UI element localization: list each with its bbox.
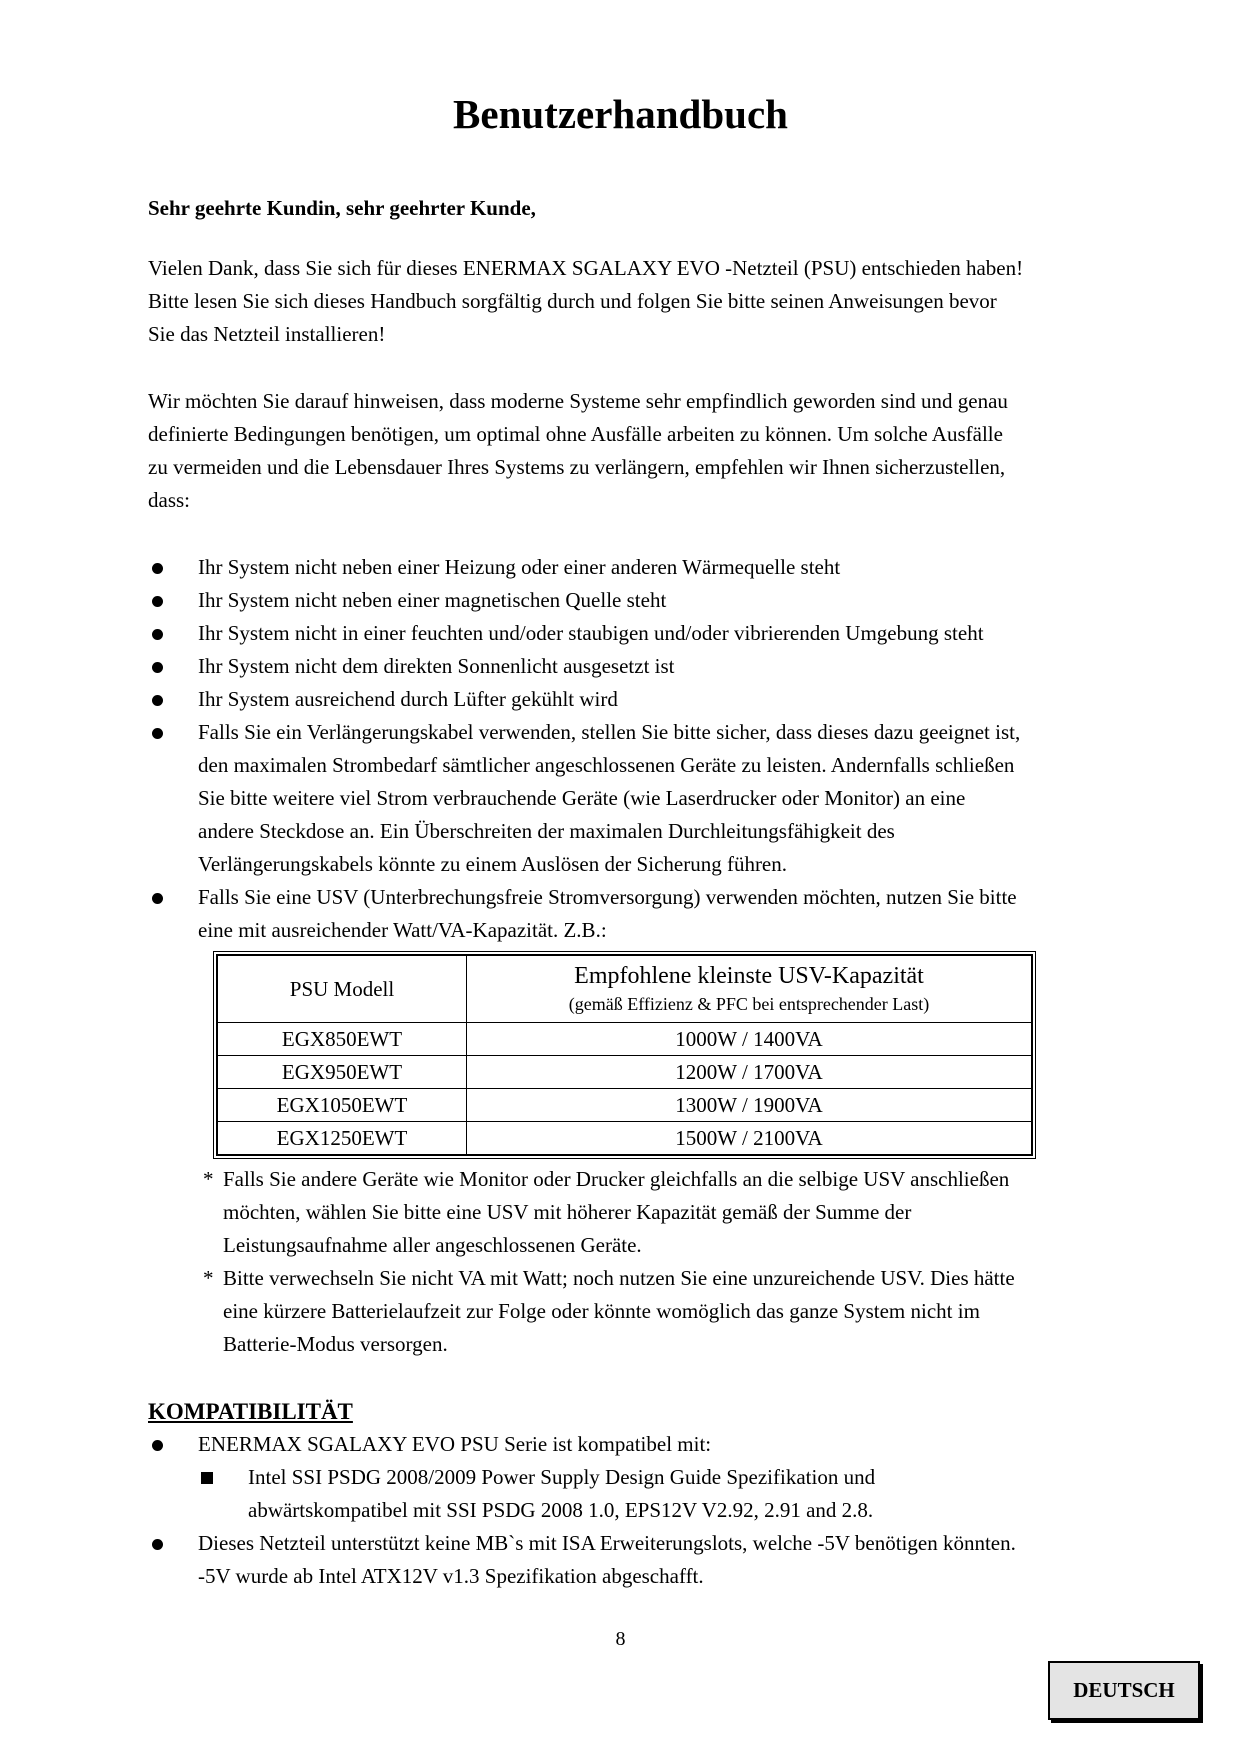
list-item — [148, 881, 1108, 947]
note-item — [203, 1262, 1103, 1361]
intro-line: Vielen Dank, dass Sie sich für dieses ENERMAX SGALAXY EVO -Netzteil (PSU) entschieden haben! — [148, 256, 1024, 280]
bullet-dot-icon — [152, 1539, 163, 1550]
square-bullet-icon — [201, 1472, 213, 1484]
ups-capacity-table — [213, 951, 1036, 1159]
list-item — [148, 650, 1108, 683]
list-item-text: Dieses Netzteil unterstützt keine MB`s mit ISA Erweiterungslots, welche -5V benötigen könnten. — [198, 1531, 1016, 1555]
list-item-text: Falls Sie eine USV (Unterbrechungsfreie Stromversorgung) verwenden möchten, nutzen Sie bitte — [198, 885, 1017, 909]
cell-model: EGX950EWT — [218, 1056, 467, 1089]
list-item — [148, 716, 1108, 881]
list-item-text: Ihr System nicht dem direkten Sonnenlicht ausgesetzt ist — [198, 654, 675, 678]
list-item — [148, 1527, 1108, 1593]
cell-capacity: 1200W / 1700VA — [467, 1056, 1032, 1089]
table-row — [218, 1089, 1032, 1122]
cell-capacity: 1000W / 1400VA — [467, 1023, 1032, 1056]
cell-model: EGX1050EWT — [218, 1089, 467, 1122]
bullet-dot-icon — [152, 1440, 163, 1451]
intro-line: Bitte lesen Sie sich dieses Handbuch sorgfältig durch und folgen Sie bitte seinen Anweisungen bevor — [148, 289, 997, 313]
notice-line: dass: — [148, 488, 190, 512]
table-notes — [203, 1163, 1103, 1361]
intro-paragraph — [148, 252, 1108, 351]
salutation: Sehr geehrte Kundin, sehr geehrter Kunde, — [148, 196, 536, 220]
bullet-dot-icon — [152, 563, 163, 574]
intro-line: Sie das Netzteil installieren! — [148, 322, 386, 346]
page-title: Benutzerhandbuch — [453, 91, 788, 137]
note-text: eine kürzere Batterielaufzeit zur Folge oder könnte womöglich das ganze System nicht im — [223, 1299, 980, 1323]
list-item-text: Ihr System ausreichend durch Lüfter gekühlt wird — [198, 687, 618, 711]
list-item-text: Falls Sie ein Verlängerungskabel verwenden, stellen Sie bitte sicher, dass dieses dazu geeignet ist, — [198, 720, 1021, 744]
sub-list-item-text: Intel SSI PSDG 2008/2009 Power Supply Design Guide Spezifikation und — [248, 1465, 876, 1489]
notice-paragraph — [148, 385, 1108, 517]
list-item-text: -5V wurde ab Intel ATX12V v1.3 Spezifikation abgeschafft. — [198, 1564, 704, 1588]
notice-line: zu vermeiden und die Lebensdauer Ihres Systems zu verlängern, empfehlen wir Ihnen sicherzustellen, — [148, 455, 1006, 479]
page-number: 8 — [615, 1628, 626, 1650]
list-item — [148, 584, 1108, 617]
cell-capacity: 1500W / 2100VA — [467, 1122, 1032, 1155]
bullet-dot-icon — [152, 728, 163, 739]
notice-line: definierte Bedingungen benötigen, um optimal ohne Ausfälle arbeiten zu können. Um solche Ausfälle — [148, 422, 1003, 446]
list-item — [148, 551, 1108, 584]
list-item-text: Ihr System nicht in einer feuchten und/oder staubigen und/oder vibrierenden Umgebung steht — [198, 621, 984, 645]
note-item — [203, 1163, 1103, 1262]
note-text: Falls Sie andere Geräte wie Monitor oder Drucker gleichfalls an die selbige USV anschließen — [223, 1167, 1010, 1191]
compatibility-heading: KOMPATIBILITÄT — [148, 1399, 353, 1424]
header-ups-capacity — [467, 956, 1032, 1023]
requirements-list — [148, 551, 1108, 947]
list-item-text: eine mit ausreichender Watt/VA-Kapazität. Z.B.: — [198, 918, 607, 942]
list-item-text: Ihr System nicht neben einer magnetischen Quelle steht — [198, 588, 667, 612]
list-item-text: Ihr System nicht neben einer Heizung oder einer anderen Wärmequelle steht — [198, 555, 841, 579]
list-item — [148, 683, 1108, 716]
bullet-dot-icon — [152, 695, 163, 706]
list-item-text: andere Steckdose an. Ein Überschreiten der maximalen Durchleitungsfähigkeit des — [198, 819, 895, 843]
table-header-row — [218, 956, 1032, 1023]
notice-line: Wir möchten Sie darauf hinweisen, dass moderne Systeme sehr empfindlich geworden sind und genau — [148, 389, 1008, 413]
header-capacity-note: (gemäß Effizienz & PFC bei entsprechender Last) — [568, 994, 930, 1014]
list-item — [148, 1428, 1108, 1461]
table-row — [218, 1122, 1032, 1155]
sub-list-item — [148, 1461, 1108, 1527]
note-asterisk: * — [203, 1167, 214, 1191]
list-item-text: ENERMAX SGALAXY EVO PSU Serie ist kompatibel mit: — [198, 1432, 712, 1456]
note-text: Batterie-Modus versorgen. — [223, 1332, 448, 1356]
cell-model: EGX850EWT — [218, 1023, 467, 1056]
language-tab: DEUTSCH — [1048, 1661, 1200, 1720]
cell-model: EGX1250EWT — [218, 1122, 467, 1155]
list-item — [148, 617, 1108, 650]
note-text: möchten, wählen Sie bitte eine USV mit höherer Kapazität gemäß der Summe der — [223, 1200, 912, 1224]
sub-list-item-text: abwärtskompatibel mit SSI PSDG 2008 1.0, EPS12V V2.92, 2.91 and 2.8. — [248, 1498, 874, 1522]
bullet-dot-icon — [152, 629, 163, 640]
list-item-text: Verlängerungskabels könnte zu einem Auslösen der Sicherung führen. — [198, 852, 788, 876]
note-text: Bitte verwechseln Sie nicht VA mit Watt; noch nutzen Sie eine unzureichende USV. Dies hätte — [223, 1266, 1015, 1290]
bullet-dot-icon — [152, 662, 163, 673]
header-capacity-title: Empfohlene kleinste USV-Kapazität — [574, 963, 924, 989]
bullet-dot-icon — [152, 596, 163, 607]
note-asterisk: * — [203, 1266, 214, 1290]
list-item-text: Sie bitte weitere viel Strom verbrauchende Geräte (wie Laserdrucker oder Monitor) an eine — [198, 786, 966, 810]
cell-capacity: 1300W / 1900VA — [467, 1089, 1032, 1122]
bullet-dot-icon — [152, 893, 163, 904]
list-item-text: den maximalen Strombedarf sämtlicher angeschlossenen Geräte zu leisten. Andernfalls schließen — [198, 753, 1015, 777]
table-row — [218, 1056, 1032, 1089]
table-row — [218, 1023, 1032, 1056]
note-text: Leistungsaufnahme aller angeschlossenen Geräte. — [223, 1233, 642, 1257]
compatibility-list — [148, 1428, 1108, 1593]
header-psu-model: PSU Modell — [218, 956, 467, 1023]
